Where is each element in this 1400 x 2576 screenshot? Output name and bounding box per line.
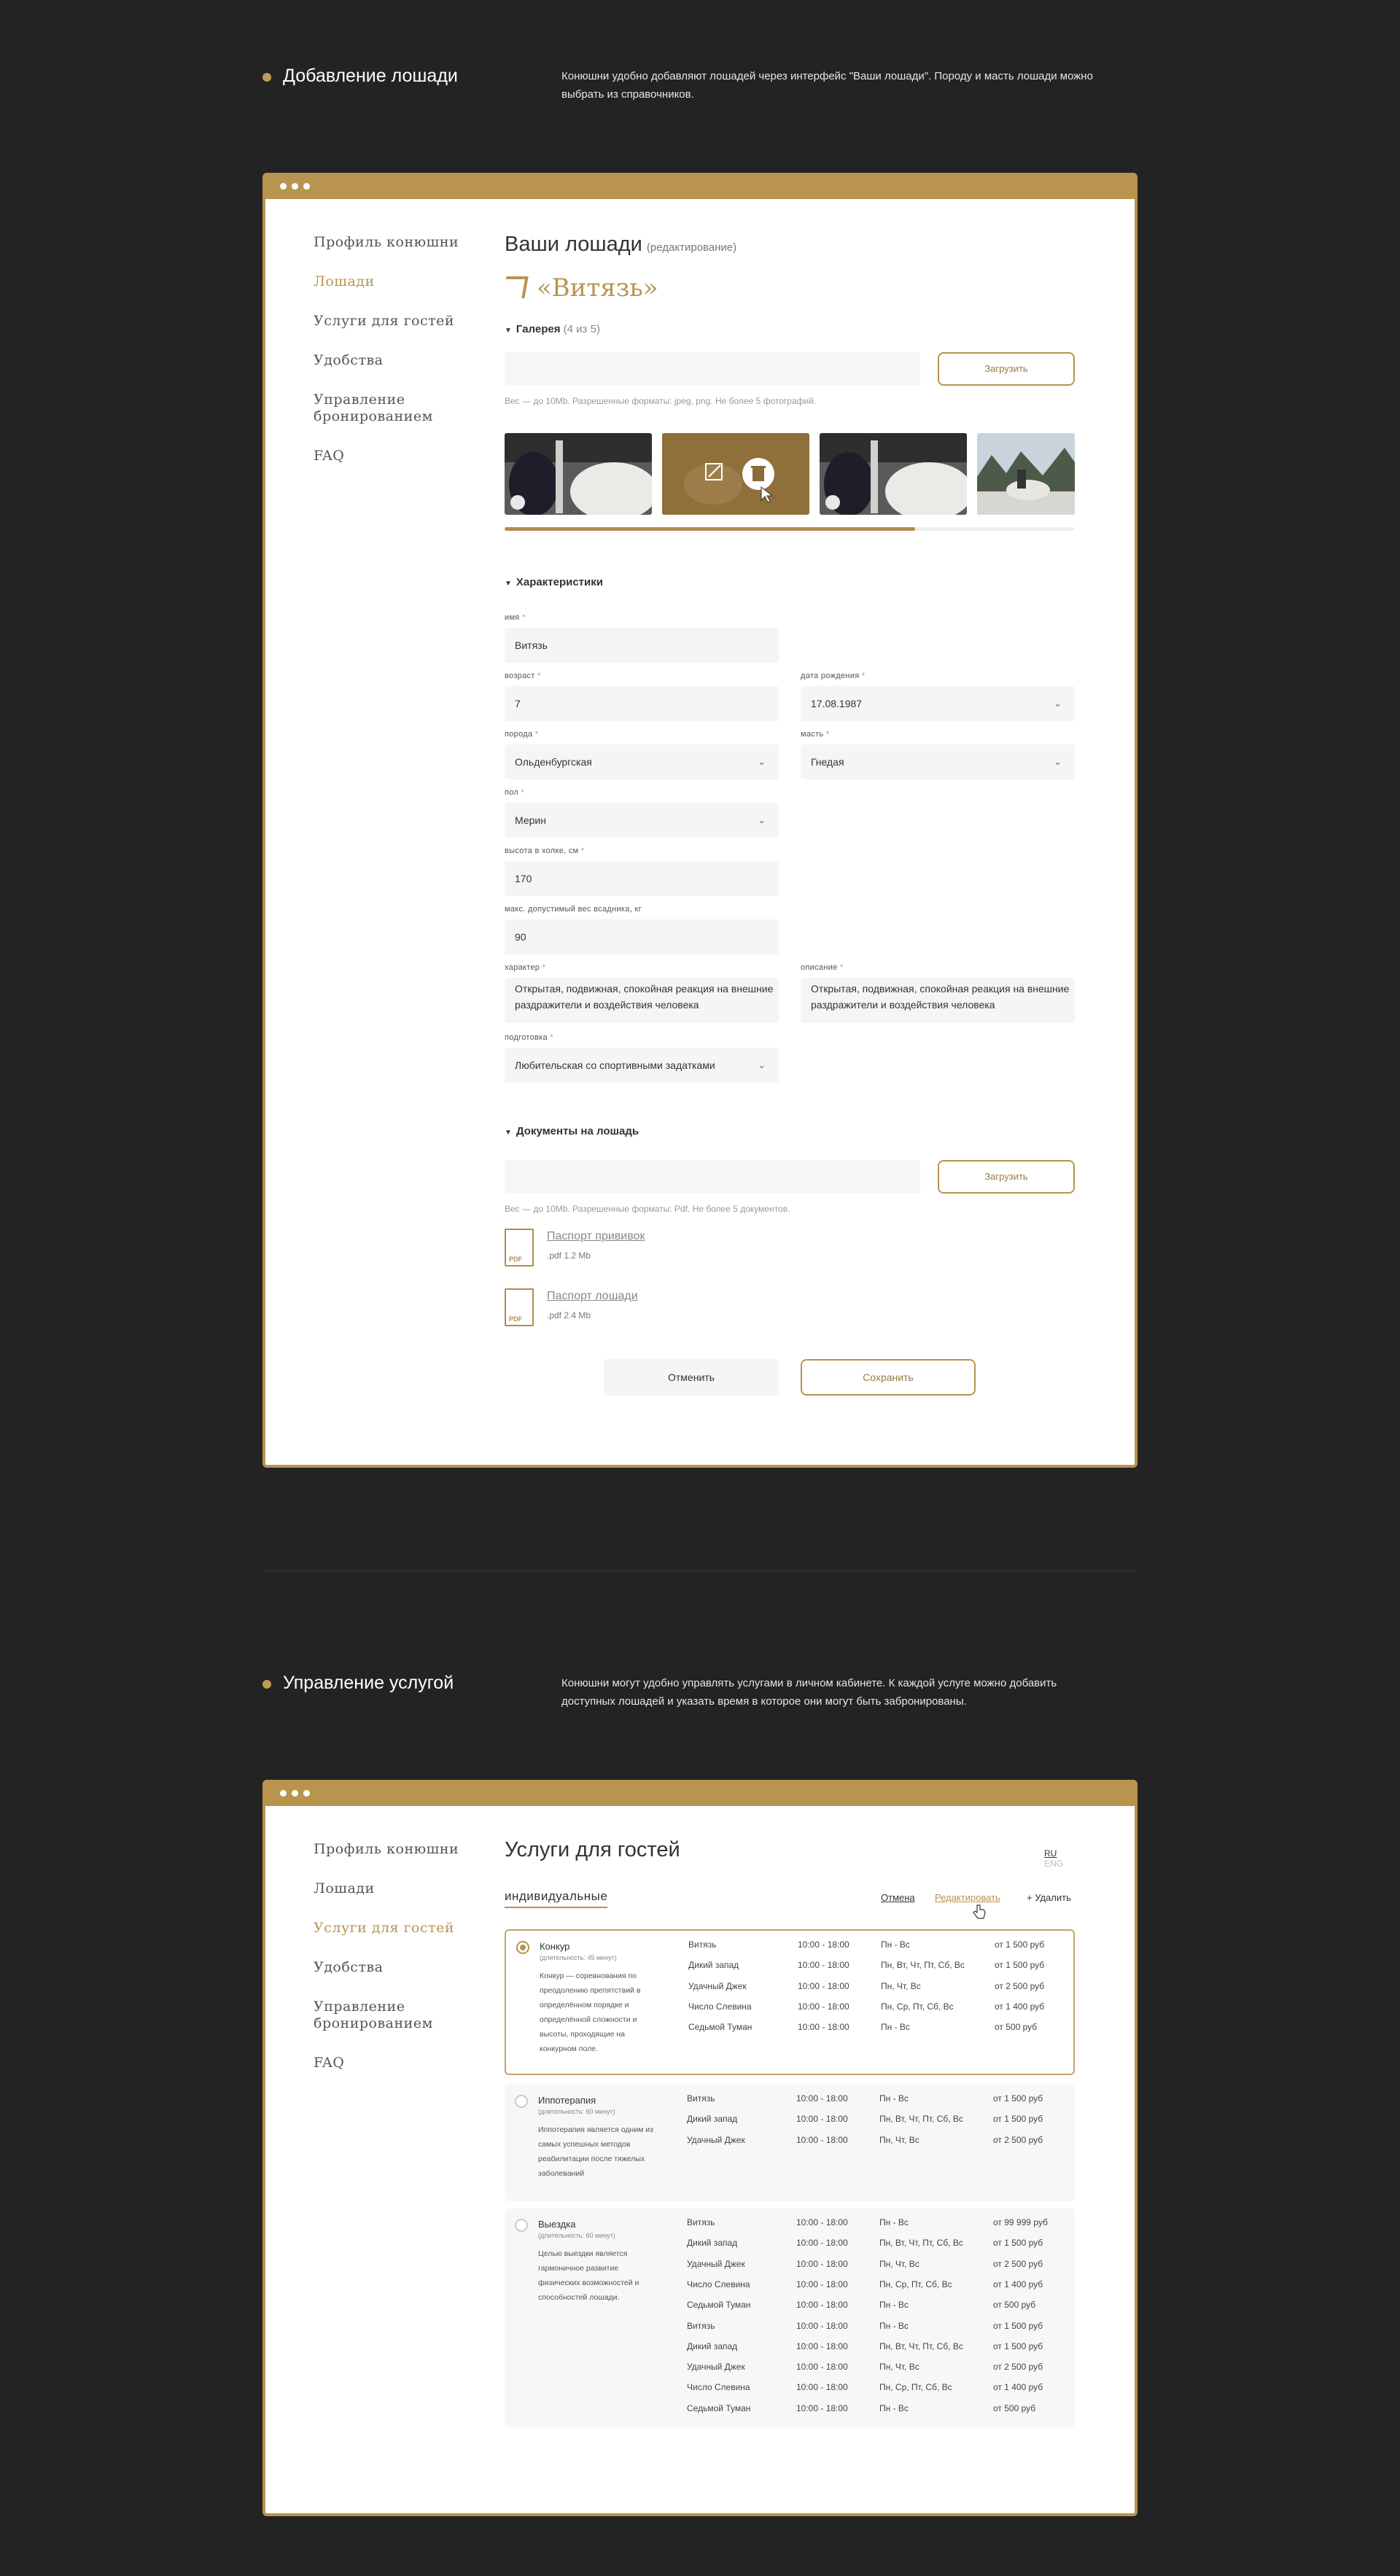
- service-horse-row: [687, 2382, 1066, 2402]
- birthdate-select[interactable]: 17.08.1987 ⌄: [801, 686, 1075, 721]
- browser-window-services: [262, 1780, 1138, 2516]
- weekdays: Пн, Вт, Чт, Пт, Сб, Вс: [881, 1960, 965, 1971]
- language-switcher: [1044, 1848, 1075, 1869]
- service-name: Иппотерапия: [538, 2095, 596, 2106]
- page-title: [505, 233, 736, 257]
- service-duration: (длительность: 60 минут): [538, 2232, 615, 2239]
- cancel-link[interactable]: Отмена: [881, 1892, 915, 1903]
- price: от 1 500 руб: [993, 2114, 1043, 2125]
- weekdays: Пн - Вс: [881, 2022, 910, 2033]
- chevron-down-icon: ⌄: [758, 756, 766, 767]
- horse-name: Витязь: [687, 2320, 715, 2331]
- bullet-dot: [262, 73, 271, 82]
- time-range: 10:00 - 18:00: [798, 2001, 849, 2012]
- horse-name: Удачный Джек: [688, 1980, 747, 1991]
- document-item[interactable]: [505, 1229, 723, 1272]
- age-label: возраст *: [505, 672, 541, 680]
- horse-name: Седьмой Туман: [687, 2402, 751, 2413]
- page-title-text: Ваши лошади: [505, 233, 642, 256]
- characteristics-label: Характеристики: [516, 576, 603, 588]
- window-dot: [280, 1790, 287, 1797]
- weekdays: Пн, Вт, Чт, Пт, Сб, Вс: [879, 2114, 963, 2125]
- nav-item-booking[interactable]: Управление бронированием: [314, 392, 433, 424]
- service-horse-row: [687, 2217, 1066, 2238]
- weekdays: Пн, Чт, Вс: [881, 1980, 921, 1991]
- triangle-icon: ▼: [505, 580, 512, 588]
- price: от 1 400 руб: [995, 2001, 1045, 2012]
- weekdays: Пн - Вс: [879, 2320, 909, 2331]
- nav-item-stable-profile[interactable]: Профиль конюшни: [314, 1841, 459, 1857]
- price: от 99 999 руб: [993, 2217, 1048, 2227]
- weekdays: Пн, Чт, Вс: [879, 2134, 919, 2145]
- chevron-down-icon: ⌄: [758, 814, 766, 825]
- service-horse-row: [687, 2403, 1066, 2424]
- weekdays: Пн - Вс: [879, 2402, 909, 2413]
- service-name: Конкур: [540, 1941, 570, 1952]
- document-link[interactable]: Паспорт прививок: [547, 1230, 645, 1242]
- horse-name: Дикий запад: [687, 2238, 738, 2249]
- weekdays: Пн - Вс: [879, 2217, 909, 2227]
- cursor-hand-icon: [973, 1904, 986, 1920]
- service-horse-row: [687, 2114, 1066, 2134]
- service-card[interactable]: [505, 2209, 1075, 2427]
- price: от 1 400 руб: [993, 2279, 1043, 2289]
- horse-name: Удачный Джек: [687, 2258, 745, 2269]
- time-range: 10:00 - 18:00: [796, 2258, 848, 2269]
- nav-item-horses[interactable]: Лошади: [314, 273, 375, 289]
- weekdays: Пн - Вс: [881, 1939, 910, 1950]
- color-select[interactable]: Гнедая ⌄: [801, 744, 1075, 779]
- edit-link[interactable]: Редактировать: [935, 1892, 1000, 1903]
- lang-en[interactable]: ENG: [1044, 1859, 1064, 1869]
- sex-label: пол *: [505, 788, 525, 797]
- horse-name: Число Слевина: [688, 2001, 752, 2012]
- character-label: характер *: [505, 963, 546, 972]
- horse-name: Число Слевина: [687, 2382, 750, 2393]
- document-item[interactable]: [505, 1288, 723, 1332]
- time-range: 10:00 - 18:00: [796, 2362, 848, 2373]
- horse-name: Витязь: [688, 1939, 717, 1950]
- service-horse-row: [687, 2259, 1066, 2279]
- horse-logo-icon: [502, 276, 528, 298]
- nav-item-faq[interactable]: FAQ: [314, 2055, 345, 2071]
- gallery-count: (4 из 5): [563, 323, 600, 335]
- price: от 1 500 руб: [993, 2093, 1043, 2104]
- service-description: Конкур — соревнования по преодолению препятствий в определённом порядке и определённой сложности и высоты, проходящие на конкурном поле.: [540, 1972, 641, 2053]
- weekdays: Пн, Чт, Вс: [879, 2362, 919, 2373]
- price: от 1 500 руб: [995, 1939, 1045, 1950]
- document-meta: .pdf 2.4 Mb: [547, 1310, 591, 1320]
- time-range: 10:00 - 18:00: [796, 2279, 848, 2289]
- price: от 2 500 руб: [995, 1980, 1045, 1991]
- training-select[interactable]: Любительская со спортивными задатками ⌄: [505, 1048, 779, 1083]
- max-weight-label: макс. допустимый вес всадника, кг: [505, 905, 642, 914]
- nav-item-guest-services[interactable]: Услуги для гостей: [314, 1920, 455, 1936]
- service-radio[interactable]: [516, 1941, 529, 1954]
- service-radio[interactable]: [515, 2219, 528, 2232]
- weekdays: Пн - Вс: [879, 2300, 909, 2311]
- gallery-section-title: [505, 323, 600, 335]
- section-title: Управление услугой: [283, 1673, 454, 1693]
- weekdays: Пн, Ср, Пт, Сб, Вс: [881, 2001, 954, 2012]
- horse-name: Удачный Джек: [687, 2134, 745, 2145]
- time-range: 10:00 - 18:00: [796, 2320, 848, 2331]
- time-range: 10:00 - 18:00: [796, 2382, 848, 2393]
- weekdays: Пн, Вт, Чт, Пт, Сб, Вс: [879, 2340, 963, 2351]
- service-duration: (длительность: 60 минут): [538, 2108, 615, 2115]
- gallery-photo-selected[interactable]: [662, 433, 809, 515]
- weekdays: Пн, Чт, Вс: [879, 2258, 919, 2269]
- nav-item-horses[interactable]: Лошади: [314, 1880, 375, 1896]
- page-title-note: (редактирование): [646, 241, 737, 254]
- time-range: 10:00 - 18:00: [798, 1960, 849, 1971]
- horse-photo-image: [505, 433, 652, 515]
- horse-name: Дикий запад: [687, 2114, 738, 2125]
- price: от 500 руб: [995, 2022, 1038, 2033]
- documents-hint: Вес — до 10Mb. Разрешенные форматы: Pdf. Не более 5 документов.: [505, 1204, 790, 1214]
- service-horse-row: [687, 2341, 1066, 2362]
- gallery-photo[interactable]: [820, 433, 967, 515]
- service-horse-row: [688, 2022, 1068, 2042]
- service-description: Целью выездки является гармоничное развитие физических возможностей и способностей лошади.: [538, 2249, 639, 2302]
- window-dot: [303, 183, 310, 190]
- horse-name: Витязь: [687, 2217, 715, 2227]
- horse-name: Удачный Джек: [687, 2362, 745, 2373]
- name-input[interactable]: Витязь: [505, 628, 779, 663]
- pdf-file-icon: PDF: [505, 1229, 534, 1266]
- gallery-photo[interactable]: [505, 433, 652, 515]
- cancel-button[interactable]: Отменить: [604, 1359, 779, 1396]
- time-range: 10:00 - 18:00: [796, 2300, 848, 2311]
- time-range: 10:00 - 18:00: [798, 1939, 849, 1950]
- weekdays: Пн, Ср, Пт, Сб, Вс: [879, 2279, 952, 2289]
- sex-select[interactable]: Мерин ⌄: [505, 803, 779, 838]
- gallery-scrollbar-thumb[interactable]: [505, 527, 915, 531]
- section-title: Добавление лошади: [283, 66, 458, 86]
- service-card[interactable]: [505, 1929, 1075, 2075]
- lang-ru[interactable]: RU: [1044, 1848, 1057, 1859]
- service-duration: (длительность: 45 минут): [540, 1954, 617, 1961]
- horse-name: Седьмой Туман: [688, 2022, 752, 2033]
- time-range: 10:00 - 18:00: [796, 2238, 848, 2249]
- horse-edit-form: [505, 173, 1075, 1468]
- service-description: Иппотерапия является одним из самых успешных методов реабилитации после тяжелых заболеваний: [538, 2125, 653, 2178]
- time-range: 10:00 - 18:00: [796, 2217, 848, 2227]
- nav-item-amenities[interactable]: Удобства: [314, 352, 384, 368]
- nav-item-stable-profile[interactable]: Профиль конюшни: [314, 234, 459, 250]
- horse-name: Витязь: [687, 2093, 715, 2104]
- price: от 2 500 руб: [993, 2134, 1043, 2145]
- services-toolbar: [505, 1889, 1075, 1911]
- service-name: Выездка: [538, 2219, 576, 2230]
- document-link[interactable]: Паспорт лошади: [547, 1290, 638, 1302]
- time-range: 10:00 - 18:00: [796, 2093, 848, 2104]
- time-range: 10:00 - 18:00: [796, 2134, 848, 2145]
- time-range: 10:00 - 18:00: [796, 2340, 848, 2351]
- gallery-label: Галерея: [516, 323, 561, 335]
- documents-section-title: [505, 1125, 639, 1137]
- price: от 500 руб: [993, 2300, 1036, 2311]
- height-input[interactable]: 170: [505, 861, 779, 896]
- chevron-down-icon: ⌄: [758, 1059, 766, 1070]
- window-dot: [292, 183, 298, 190]
- price: от 1 400 руб: [993, 2382, 1043, 2393]
- horse-name: Дикий запад: [688, 1960, 739, 1971]
- price: от 2 500 руб: [993, 2258, 1043, 2269]
- horse-name-text: «Витязь»: [537, 273, 658, 303]
- window-dot: [280, 183, 287, 190]
- nav-item-faq[interactable]: FAQ: [314, 448, 345, 464]
- gallery-hint: Вес — до 10Mb. Разрешенные форматы: jpeg, png. Не более 5 фотографий.: [505, 396, 817, 406]
- triangle-icon: ▼: [505, 327, 512, 335]
- documents-upload-field[interactable]: [505, 1160, 920, 1194]
- horse-name-heading: [505, 273, 658, 303]
- breed-label: порода *: [505, 730, 539, 739]
- characteristics-section-title: [505, 576, 603, 588]
- service-radio[interactable]: [515, 2095, 528, 2108]
- document-meta: .pdf 1.2 Mb: [547, 1250, 591, 1261]
- service-horse-row: [688, 1960, 1068, 1980]
- chevron-down-icon: ⌄: [1054, 698, 1062, 709]
- nav-item-booking[interactable]: Управление бронированием: [314, 1999, 433, 2031]
- service-horse-row: [688, 1939, 1068, 1960]
- age-input[interactable]: 7: [505, 686, 779, 721]
- service-horse-row: [688, 1981, 1068, 2001]
- chevron-down-icon: ⌄: [1054, 756, 1062, 767]
- horse-name: Седьмой Туман: [687, 2300, 751, 2311]
- documents-label: Документы на лошадь: [516, 1125, 639, 1137]
- documents-upload-button[interactable]: Загрузить: [938, 1160, 1075, 1194]
- time-range: 10:00 - 18:00: [798, 1980, 849, 1991]
- service-horse-row: [687, 2238, 1066, 2258]
- name-label: имя *: [505, 613, 526, 622]
- gallery-upload-button[interactable]: Загрузить: [938, 352, 1075, 386]
- window-dot: [292, 1790, 298, 1797]
- weekdays: Пн - Вс: [879, 2093, 909, 2104]
- height-label: высота в холке, см *: [505, 847, 585, 855]
- price: от 1 500 руб: [993, 2320, 1043, 2331]
- price: от 1 500 руб: [993, 2340, 1043, 2351]
- gallery-upload-field[interactable]: [505, 352, 920, 386]
- price: от 2 500 руб: [993, 2362, 1043, 2373]
- pdf-file-icon: PDF: [505, 1288, 534, 1326]
- time-range: 10:00 - 18:00: [796, 2402, 848, 2413]
- triangle-icon: ▼: [505, 1129, 512, 1137]
- tab-individual[interactable]: индивидуальные: [505, 1889, 607, 1908]
- birthdate-label: дата рождения *: [801, 672, 866, 680]
- browser-window-horse-edit: [262, 173, 1138, 1468]
- sidebar-nav: [314, 1841, 489, 2094]
- save-button[interactable]: Сохранить: [801, 1359, 976, 1396]
- gallery-photo[interactable]: [977, 433, 1075, 515]
- horse-photo-image: [977, 433, 1075, 515]
- section-description: Конюшни удобно добавляют лошадей через интерфейс "Ваши лошади". Породу и масть лошади можно выбрать из справочников.: [561, 70, 1093, 101]
- nav-item-amenities[interactable]: Удобства: [314, 1959, 384, 1975]
- price: от 500 руб: [993, 2402, 1036, 2413]
- window-dot: [303, 1790, 310, 1797]
- max-weight-input[interactable]: 90: [505, 919, 779, 954]
- service-horse-row: [687, 2279, 1066, 2300]
- character-textarea[interactable]: Открытая, подвижная, спокойная реакция на внешние раздражители и воздействия человека: [505, 978, 779, 1023]
- color-label: масть *: [801, 730, 830, 739]
- description-label: описание *: [801, 963, 844, 972]
- price: от 1 500 руб: [995, 1960, 1045, 1971]
- service-horse-row: [687, 2135, 1066, 2155]
- horse-name: Число Слевина: [687, 2279, 750, 2289]
- description-textarea[interactable]: Открытая, подвижная, спокойная реакция на внешние раздражители и воздействия человека: [801, 978, 1075, 1023]
- delete-link[interactable]: + Удалить: [1027, 1892, 1071, 1903]
- time-range: 10:00 - 18:00: [798, 2022, 849, 2033]
- service-horse-row: [688, 2001, 1068, 2022]
- service-horse-row: [687, 2300, 1066, 2320]
- bullet-dot: [262, 1680, 271, 1689]
- page-title: Услуги для гостей: [505, 1838, 680, 1861]
- service-card[interactable]: [505, 2085, 1075, 2201]
- price: от 1 500 руб: [993, 2238, 1043, 2249]
- service-horse-row: [687, 2321, 1066, 2341]
- gallery-scrollbar[interactable]: [505, 527, 1075, 531]
- time-range: 10:00 - 18:00: [796, 2114, 848, 2125]
- horse-photo-image: [820, 433, 967, 515]
- services-panel: [505, 1780, 1075, 2516]
- weekdays: Пн, Вт, Чт, Пт, Сб, Вс: [879, 2238, 963, 2249]
- horse-photo-image: [662, 433, 809, 515]
- breed-select[interactable]: Ольденбургская ⌄: [505, 744, 779, 779]
- service-horse-row: [687, 2362, 1066, 2382]
- horse-name: Дикий запад: [687, 2340, 738, 2351]
- sidebar-nav: [314, 234, 489, 487]
- training-label: подготовка *: [505, 1033, 553, 1042]
- section-description: Конюшни могут удобно управлять услугами в личном кабинете. К каждой услуге можно добавить доступных лошадей и указать время в которое они могут быть забронированы.: [561, 1677, 1057, 1708]
- service-horse-row: [687, 2093, 1066, 2114]
- weekdays: Пн, Ср, Пт, Сб, Вс: [879, 2382, 952, 2393]
- nav-item-guest-services[interactable]: Услуги для гостей: [314, 313, 455, 329]
